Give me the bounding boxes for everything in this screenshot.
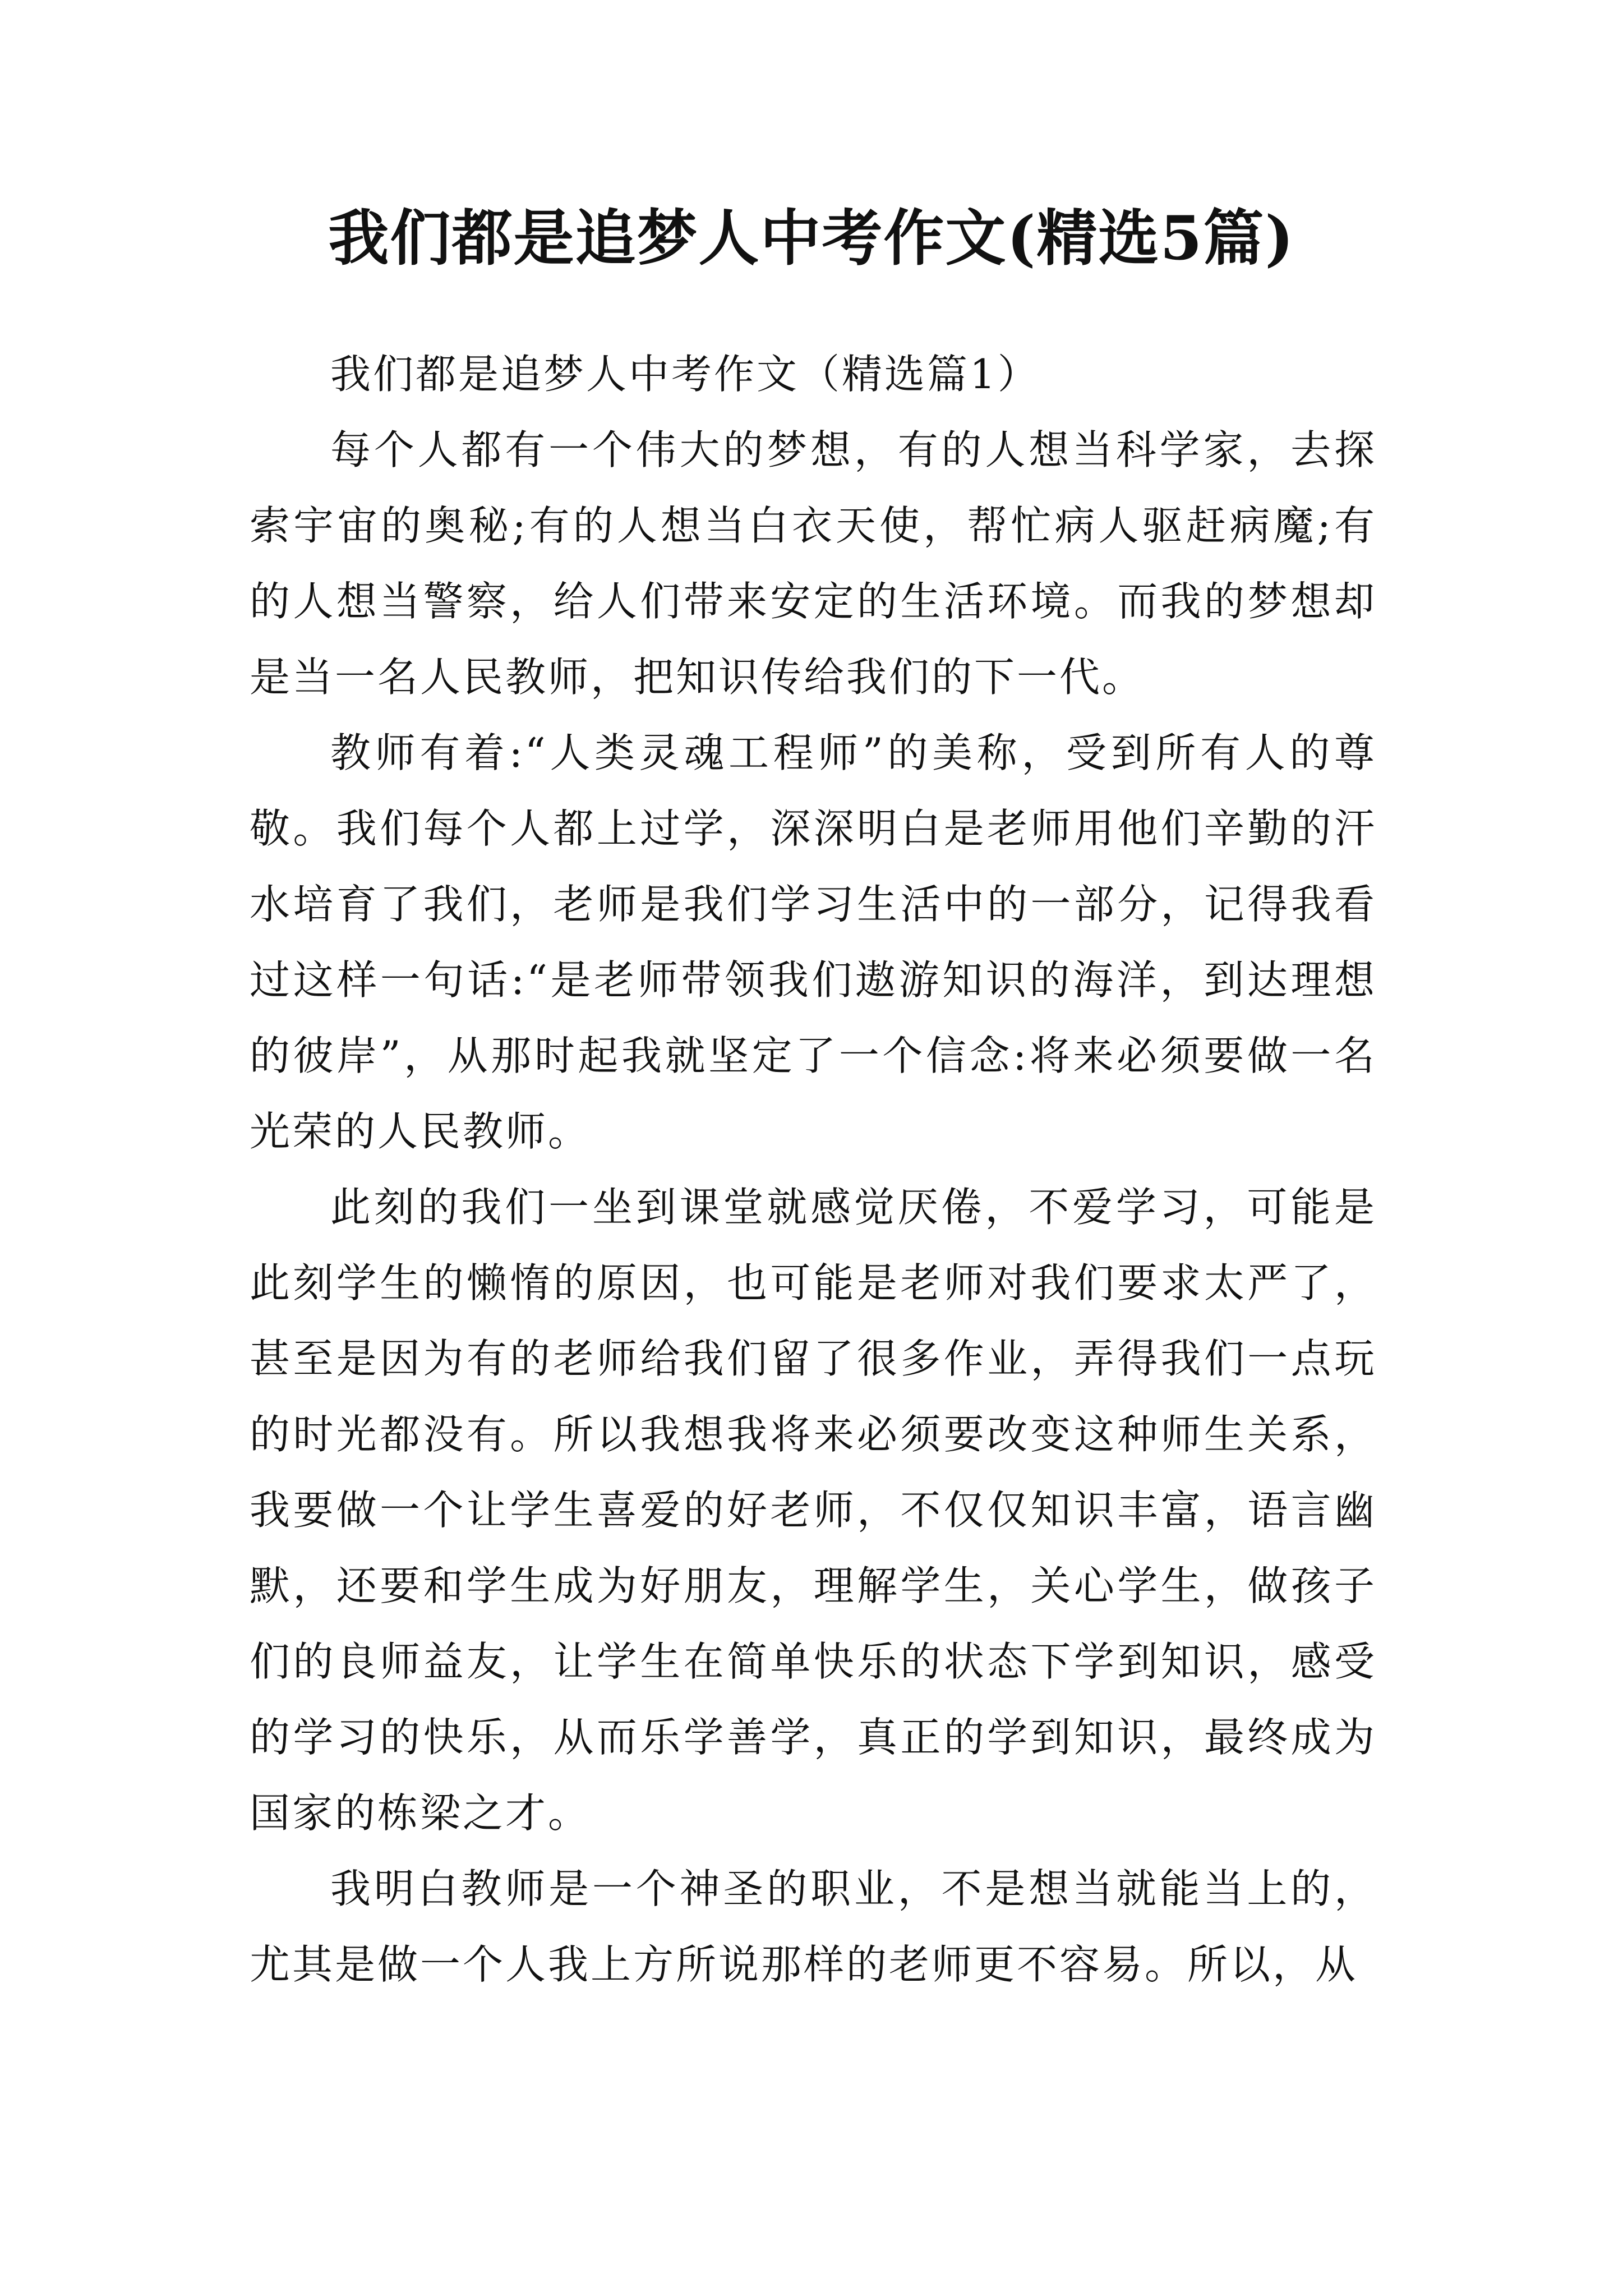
- document-body: [250, 337, 1377, 2003]
- paragraph: 此刻的我们一坐到课堂就感觉厌倦，不爱学习，可能是此刻学生的懒惰的原因，也可能是老师对我们要求太严了，甚至是因为有的老师给我们留了很多作业，弄得我们一点玩的时光都没有。所以我想我将来必须要改变这种师生关系，我要做一个让学生喜爱的好老师，不仅仅知识丰富，语言幽默，还要和学生成为好朋友，理解学生，关心学生，做孩子们的良师益友，让学生在简单快乐的状态下学到知识，感受的学习的快乐，从而乐学善学，真正的学到知识，最终成为国家的栋梁之才。: [250, 1184, 1377, 1837]
- document-title: 我们都是追梦人中考作文(精选5篇): [328, 203, 1295, 274]
- paragraph: 我明白教师是一个神圣的职业，不是想当就能当上的，尤其是做一个人我上方所说那样的老师更不容易。所以，从: [250, 1865, 1377, 1988]
- paragraph: 每个人都有一个伟大的梦想，有的人想当科学家，去探索宇宙的奥秘;有的人想当白衣天使，帮忙病人驱赶病魔;有的人想当警察，给人们带来安定的生活环境。而我的梦想却是当一名人民教师，把知识传给我们的下一代。: [250, 426, 1377, 701]
- paragraph: 教师有着:“人类灵魂工程师”的美称，受到所有人的尊敬。我们每个人都上过学，深深明白是老师用他们辛勤的汗水培育了我们，老师是我们学习生活中的一部分，记得我看过这样一句话:“是老师带领我们遨游知识的海洋，到达理想的彼岸”，从那时起我就坚定了一个信念:将来必须要做一名光荣的人民教师。: [250, 729, 1377, 1155]
- section-heading: 我们都是追梦人中考作文（精选篇1）: [330, 351, 1040, 398]
